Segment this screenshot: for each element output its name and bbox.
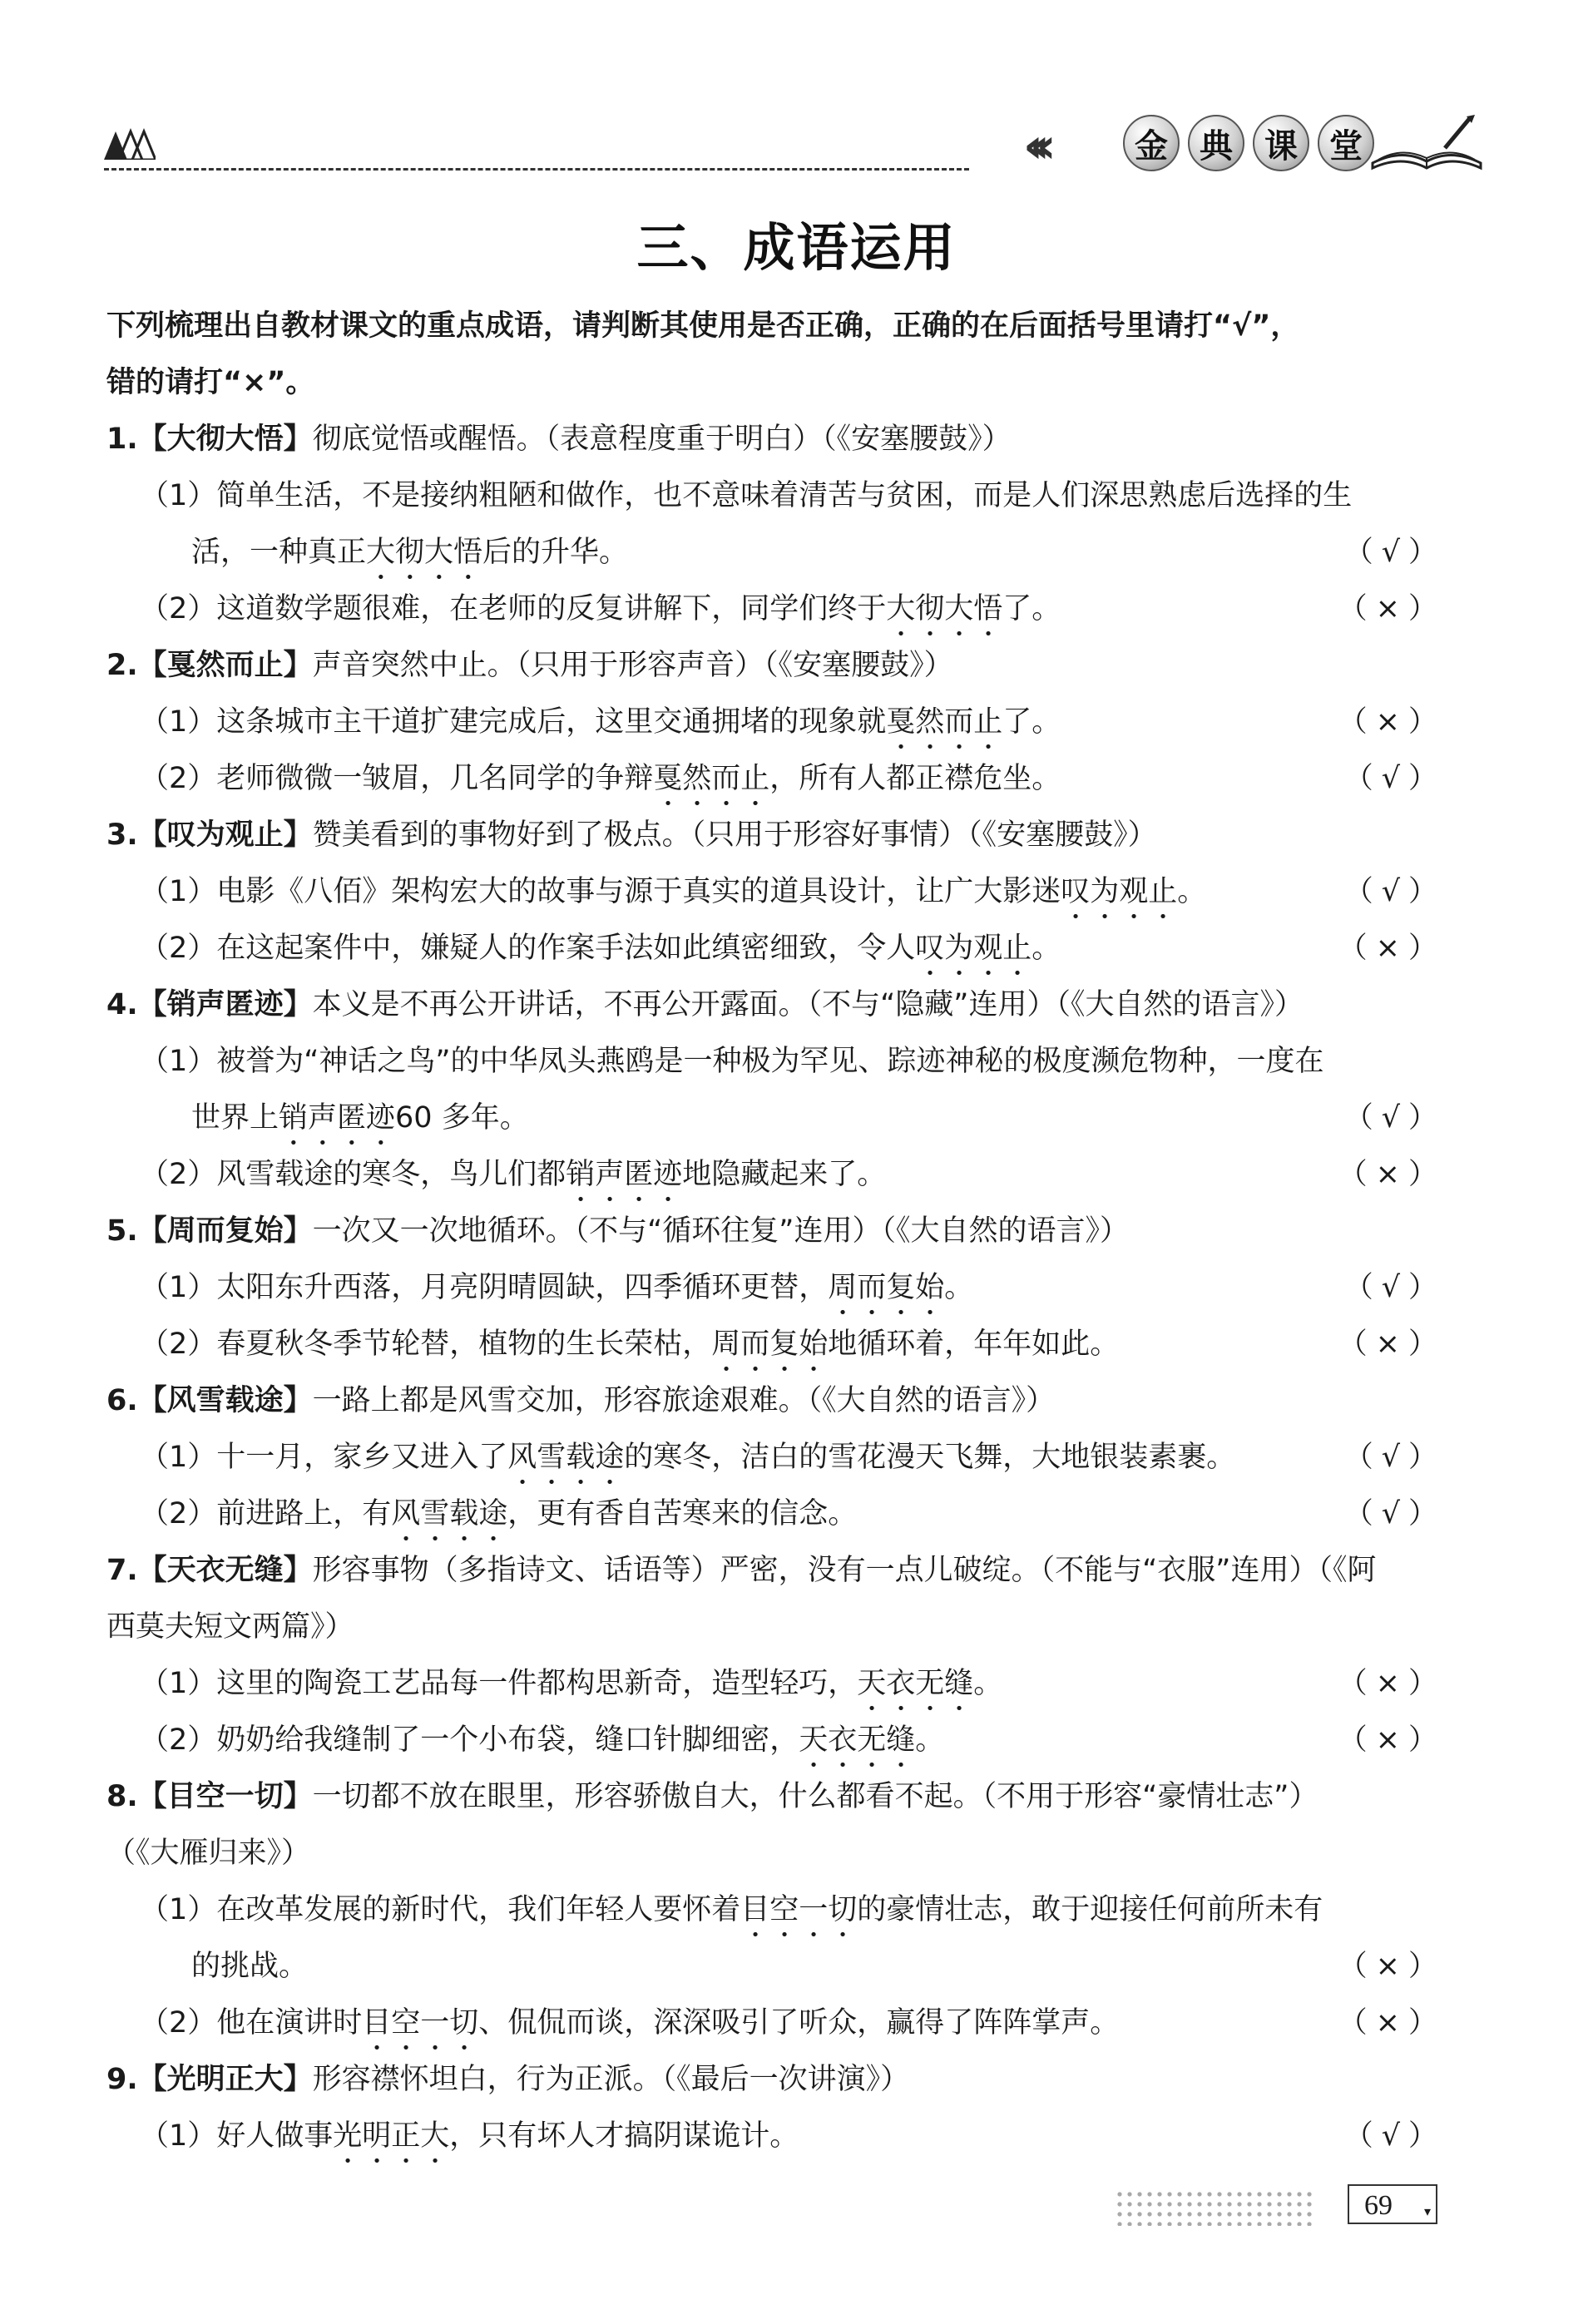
idiom-usage: 销声匿迹 xyxy=(279,1101,396,1135)
idiom-usage: 光明正大 xyxy=(333,2119,450,2153)
sentence-text: 。 xyxy=(944,1271,974,1304)
example-sentence xyxy=(106,1655,1446,1712)
sentence-text: （1）在改革发展的新时代，我们年轻人要怀着 xyxy=(140,1893,741,1926)
sentence-text: ，所有人都正襟危坐。 xyxy=(769,762,1061,795)
sentence-text: 后的升华。 xyxy=(482,536,629,569)
sentence-text: 。 xyxy=(915,1723,945,1757)
item-number: 2. xyxy=(106,649,138,682)
sentence-text: （1）这条城市主干道扩建完成后，这里交通拥堵的现象就 xyxy=(140,705,887,739)
brand-char: 堂 xyxy=(1318,115,1374,171)
sentence-text: 地隐藏起来了。 xyxy=(682,1158,887,1191)
idiom-heading xyxy=(106,411,1446,467)
sentence-text: （2）在这起案件中，嫌疑人的作案手法如此缜密细致，令人 xyxy=(140,932,916,965)
idiom-term: 【大彻大悟】 xyxy=(137,423,313,456)
answer-mark: （√） xyxy=(1343,875,1446,908)
sentence-text: 。 xyxy=(1177,875,1207,908)
sentence-text: ，只有坏人才搞阴谋诡计。 xyxy=(449,2119,799,2153)
sentence-text: 世界上 xyxy=(191,1101,280,1135)
answer-mark: （√） xyxy=(1343,1497,1446,1530)
idiom-term: 【戛然而止】 xyxy=(137,649,313,682)
triangle-down-icon: ▾ xyxy=(1423,2205,1431,2219)
idiom-term: 【周而复始】 xyxy=(137,1214,313,1248)
idiom-term: 【目空一切】 xyxy=(137,1780,313,1813)
sentence-text: （2）春夏秋冬季节轮替，植物的生长荣枯， xyxy=(140,1328,712,1361)
idiom-usage: 叹为观止 xyxy=(1061,875,1178,908)
idiom-definition: 一次又一次地循环。（不与“循环往复”连用）（《大自然的语言》） xyxy=(312,1214,1129,1248)
sentence-text: （1）电影《八佰》架构宏大的故事与源于真实的道具设计，让广大影迷 xyxy=(140,875,1061,908)
answer-mark: （√） xyxy=(1343,2119,1446,2153)
example-sentence xyxy=(106,920,1446,977)
example-sentence xyxy=(106,1146,1446,1203)
sentence-text: 了。 xyxy=(1002,592,1061,626)
answer-mark: （√） xyxy=(1343,762,1446,795)
idiom-definition: 声音突然中止。（只用于形容声音）（《安塞腰鼓》） xyxy=(312,649,953,682)
idiom-usage: 目空一切 xyxy=(362,2006,479,2040)
idiom-usage: 周而复始 xyxy=(711,1328,829,1361)
answer-mark: （×） xyxy=(1338,1723,1446,1757)
item-number: 7. xyxy=(106,1554,138,1587)
idiom-heading xyxy=(106,807,1446,863)
sentence-text: 。 xyxy=(973,1667,1003,1700)
idiom-definition: 赞美看到的事物好到了极点。（只用于形容好事情）（《安塞腰鼓》） xyxy=(312,818,1157,852)
sentence-text: （2）奶奶给我缝制了一个小布袋，缝口针脚细密， xyxy=(140,1723,799,1757)
idiom-definition: 本义是不再公开讲话，不再公开露面。（不与“隐藏”连用）（《大自然的语言》） xyxy=(312,988,1304,1021)
idiom-usage: 目空一切 xyxy=(740,1893,858,1926)
item-number: 3. xyxy=(106,818,138,852)
idiom-usage: 天衣无缝 xyxy=(857,1667,974,1700)
sentence-text: 地循环着，年年如此。 xyxy=(828,1328,1120,1361)
idiom-heading xyxy=(106,1768,1446,1825)
idiom-definition-cont: 西莫夫短文两篇》） xyxy=(106,1610,354,1644)
example-sentence xyxy=(106,1712,1446,1768)
idiom-definition: 形容襟怀坦白，行为正派。（《最后一次讲演》） xyxy=(312,2063,910,2096)
idiom-usage: 天衣无缝 xyxy=(799,1723,916,1757)
item-number: 1. xyxy=(106,423,138,456)
item-number: 8. xyxy=(106,1780,138,1813)
example-sentence xyxy=(106,1090,1446,1146)
answer-mark: （×） xyxy=(1338,932,1446,965)
idiom-usage: 大彻大悟 xyxy=(886,592,1003,626)
sentence-text: 了。 xyxy=(1002,705,1061,739)
idiom-term: 【叹为观止】 xyxy=(137,818,313,852)
idiom-heading xyxy=(106,1203,1446,1259)
sentence-text: （2）老师微微一皱眉，几名同学的争辩 xyxy=(140,762,654,795)
brand-char: 课 xyxy=(1253,115,1309,171)
idiom-heading xyxy=(106,1372,1446,1429)
sentence-text: 60 多年。 xyxy=(395,1101,529,1135)
idiom-usage: 销声匿迹 xyxy=(566,1158,683,1191)
answer-mark: （√） xyxy=(1343,1271,1446,1304)
idiom-usage: 戛然而止 xyxy=(886,705,1003,739)
idiom-heading xyxy=(106,977,1446,1033)
sentence-text: 的豪情壮志，敢于迎接任何前所未有 xyxy=(857,1893,1323,1926)
sentence-text: （2）他在演讲时 xyxy=(140,2006,363,2040)
sentence-text: （1）这里的陶瓷工艺品每一件都构思新奇，造型轻巧， xyxy=(140,1667,858,1700)
idiom-definition: 一切都不放在眼里，形容骄傲自大，什么都看不起。（不用于形容“豪情壮志”） xyxy=(312,1780,1318,1813)
answer-mark: （×） xyxy=(1338,1158,1446,1191)
brand-badges xyxy=(1123,115,1374,171)
triangles-icon xyxy=(104,126,156,160)
example-sentence xyxy=(106,750,1446,807)
sentence-text: （1）好人做事 xyxy=(140,2119,334,2153)
exercise-content xyxy=(106,298,1446,2164)
answer-mark: （×） xyxy=(1338,1667,1446,1700)
answer-mark: （√） xyxy=(1343,536,1446,569)
sentence-text: （1）太阳东升西落，月亮阴晴圆缺，四季循环更替， xyxy=(140,1271,829,1304)
example-sentence xyxy=(106,581,1446,637)
example-sentence xyxy=(106,1316,1446,1372)
sentence-text: （2）这道数学题很难，在老师的反复讲解下，同学们终于 xyxy=(140,592,887,626)
sentence-text: 的挑战。 xyxy=(191,1950,309,1983)
sentence-text: 活，一种真正 xyxy=(191,536,367,569)
example-sentence xyxy=(106,863,1446,920)
page-header xyxy=(104,115,1485,181)
idiom-term: 【光明正大】 xyxy=(137,2063,313,2096)
answer-mark: （×） xyxy=(1338,2006,1446,2040)
idiom-definition: 彻底觉悟或醒悟。（表意程度重于明白）（《安塞腰鼓》） xyxy=(312,423,1012,456)
answer-mark: （√） xyxy=(1343,1101,1446,1135)
answer-mark: （×） xyxy=(1338,592,1446,626)
brand-char: 典 xyxy=(1188,115,1244,171)
sentence-text: （1）十一月，家乡又进入了 xyxy=(140,1441,508,1474)
example-sentence xyxy=(106,1259,1446,1316)
page-title: 三、成语运用 xyxy=(636,217,957,278)
item-number: 5. xyxy=(106,1214,138,1248)
item-number: 9. xyxy=(106,2063,138,2096)
dot-pattern xyxy=(1115,2189,1314,2226)
sentence-text: （2）前进路上，有 xyxy=(140,1497,392,1530)
sentence-text: 、侃侃而谈，深深吸引了听众，赢得了阵阵掌声。 xyxy=(478,2006,1120,2040)
idiom-usage: 戛然而止 xyxy=(653,762,770,795)
example-sentence xyxy=(106,1429,1446,1486)
example-sentence xyxy=(106,1486,1446,1542)
idiom-term: 【销声匿迹】 xyxy=(137,988,313,1021)
page-footer xyxy=(1115,2179,1447,2237)
example-sentence xyxy=(106,1881,1446,1938)
example-sentence: （1）简单生活，不是接纳粗陋和做作，也不意味着清苦与贫困，而是人们深思熟虑后选择的生 xyxy=(140,479,1353,512)
sentence-text: 。 xyxy=(1031,932,1061,965)
idiom-term: 【天衣无缝】 xyxy=(137,1554,313,1587)
idiom-definition: 一路上都是风雪交加，形容旅途艰难。（《大自然的语言》） xyxy=(312,1384,1056,1417)
example-sentence xyxy=(106,2108,1446,2164)
header-dashed-rule xyxy=(104,168,969,171)
idiom-definition: 形容事物（多指诗文、话语等）严密，没有一点儿破绽。（不能与“衣服”连用）（《阿 xyxy=(312,1554,1377,1587)
brand-char: 金 xyxy=(1123,115,1180,171)
idiom-definition-cont: （《大雁归来》） xyxy=(106,1837,311,1870)
idiom-usage: 大彻大悟 xyxy=(366,536,483,569)
page-number xyxy=(1348,2184,1437,2224)
idiom-heading xyxy=(106,637,1446,694)
item-number: 4. xyxy=(106,988,138,1021)
sentence-text: 的寒冬，洁白的雪花漫天飞舞，大地银装素裹。 xyxy=(624,1441,1236,1474)
page-number-text: 69 xyxy=(1364,2190,1393,2221)
chevron-left-icon: ‹‹‹ xyxy=(1023,117,1043,174)
instruction-line: 下列梳理出自教材课文的重点成语，请判断其使用是否正确，正确的在后面括号里请打“√”， xyxy=(106,309,1300,343)
sentence-text: （2）风雪载途的寒冬，鸟儿们都 xyxy=(140,1158,566,1191)
open-book-icon xyxy=(1368,115,1485,173)
answer-mark: （×） xyxy=(1338,1328,1446,1361)
example-sentence xyxy=(106,1995,1446,2051)
idiom-usage: 周而复始 xyxy=(828,1271,945,1304)
idiom-term: 【风雪载途】 xyxy=(137,1384,313,1417)
example-sentence: （1）被誉为“神话之鸟”的中华凤头燕鸥是一种极为罕见、踪迹神秘的极度濒危物种，一度在 xyxy=(140,1045,1324,1078)
example-sentence xyxy=(106,1938,1446,1995)
answer-mark: （×） xyxy=(1338,705,1446,739)
idiom-usage: 叹为观止 xyxy=(915,932,1032,965)
idiom-heading xyxy=(106,2051,1446,2108)
example-sentence xyxy=(106,524,1446,581)
idiom-usage: 风雪载途 xyxy=(507,1441,625,1474)
answer-mark: （√） xyxy=(1343,1441,1446,1474)
answer-mark: （×） xyxy=(1338,1950,1446,1983)
idiom-heading xyxy=(106,1542,1446,1599)
idiom-usage: 风雪载途 xyxy=(391,1497,508,1530)
item-number: 6. xyxy=(106,1384,138,1417)
instruction-line: 错的请打“×”。 xyxy=(106,366,315,399)
example-sentence xyxy=(106,694,1446,750)
sentence-text: ，更有香自苦寒来的信念。 xyxy=(507,1497,858,1530)
